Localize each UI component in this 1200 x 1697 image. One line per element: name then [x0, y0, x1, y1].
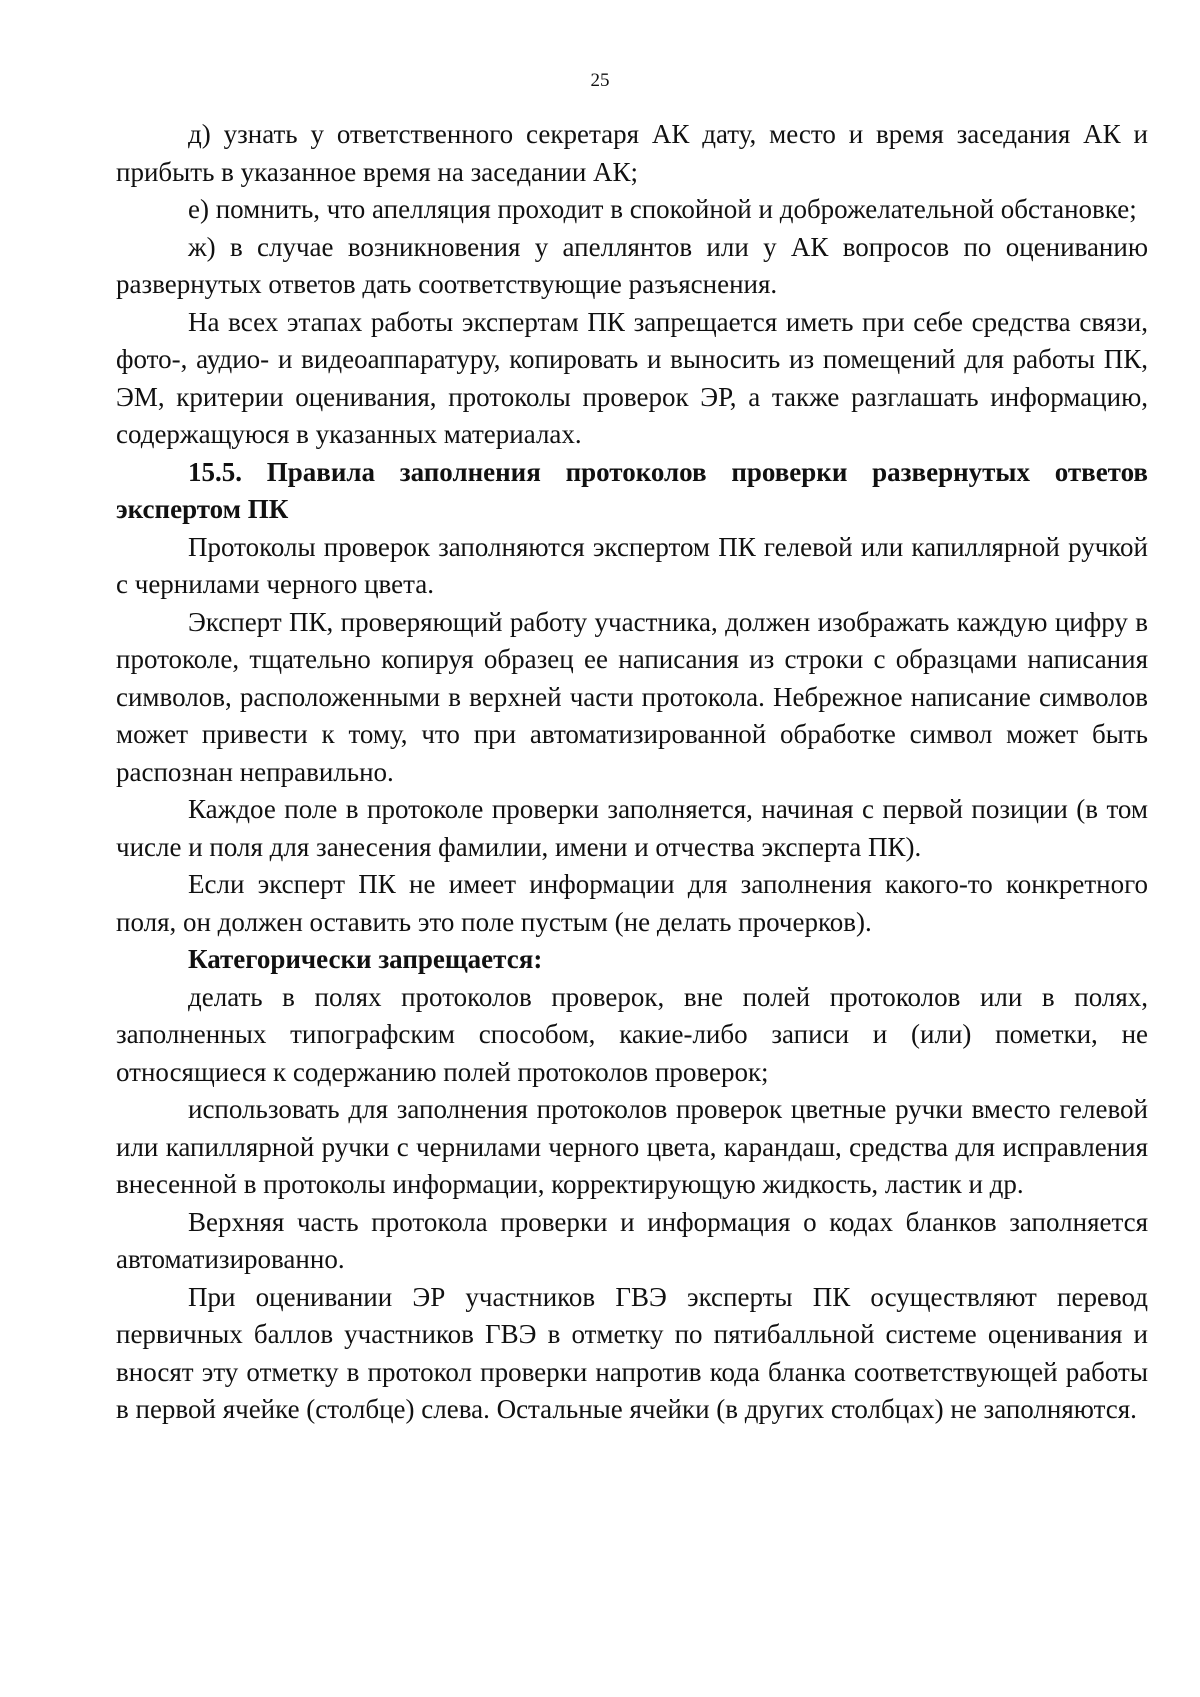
- paragraph-restrictions: На всех этапах работы экспертам ПК запрещается иметь при себе средства связи, фото-, аудио- и видеоаппаратуру, копировать и выносить из помещений для работы ПК, ЭМ, критерии оценивания, протоколы проверок ЭР, а также разглашать информацию, содержащуюся в указанных материалах.: [116, 306, 1148, 449]
- paragraph-grade-conversion: При оценивании ЭР участников ГВЭ эксперты ПК осуществляют перевод первичных баллов участников ГВЭ в отметку по пятибалльной системе оценивания и вносят эту отметку в протокол проверки напротив кода бланка соответствующей работы в первой ячейке (столбце) слева. Остальные ячейки (в других столбцах) не заполняются.: [116, 1281, 1148, 1424]
- paragraph-empty-field: Если эксперт ПК не имеет информации для заполнения какого-то конкретного поля, он должен оставить это поле пустым (не делать прочерков).: [116, 869, 1148, 937]
- paragraph-item-e: е) помнить, что апелляция проходит в спокойной и доброжелательной обстановке;: [188, 194, 1137, 224]
- paragraph-field-filling: Каждое поле в протоколе проверки заполняется, начиная с первой позиции (в том числе и поля для занесения фамилии, имени и отчества эксперта ПК).: [116, 794, 1148, 862]
- paragraph-automated-header: Верхняя часть протокола проверки и информация о кодах бланков заполняется автоматизированно.: [116, 1206, 1148, 1274]
- paragraph-item-d: д) узнать у ответственного секретаря АК дату, место и время заседания АК и прибыть в указанное время на заседании АК;: [116, 119, 1148, 187]
- prohibited-item-colored-pens: использовать для заполнения протоколов проверок цветные ручки вместо гелевой или капиллярной ручки с чернилами черного цвета, карандаш, средства для исправления внесенной в протоколы информации, корректирующую жидкость, ластик и др.: [116, 1094, 1148, 1199]
- document-body: [116, 116, 1148, 1429]
- page-number: 25: [590, 70, 610, 91]
- paragraph-pen-requirement: Протоколы проверок заполняются экспертом ПК гелевой или капиллярной ручкой с чернилами черного цвета.: [116, 531, 1148, 599]
- paragraph-digit-writing: Эксперт ПК, проверяющий работу участника, должен изображать каждую цифру в протоколе, тщательно копируя образец ее написания из строки с образцами написания символов, расположенными в верхней части протокола. Небрежное написание символов может привести к тому, что при автоматизированной обработке символ может быть распознан неправильно.: [116, 606, 1148, 787]
- paragraph-item-zh: ж) в случае возникновения у апеллянтов или у АК вопросов по оцениванию развернутых ответов дать соответствующие разъяснения.: [116, 231, 1148, 299]
- prohibited-item-records: делать в полях протоколов проверок, вне полей протоколов или в полях, заполненных типографским способом, какие-либо записи и (или) пометки, не относящиеся к содержанию полей протоколов проверок;: [116, 981, 1148, 1087]
- prohibited-heading: Категорически запрещается:: [188, 944, 543, 974]
- section-heading: 15.5. Правила заполнения протоколов проверки развернутых ответов экспертом ПК: [116, 456, 1148, 524]
